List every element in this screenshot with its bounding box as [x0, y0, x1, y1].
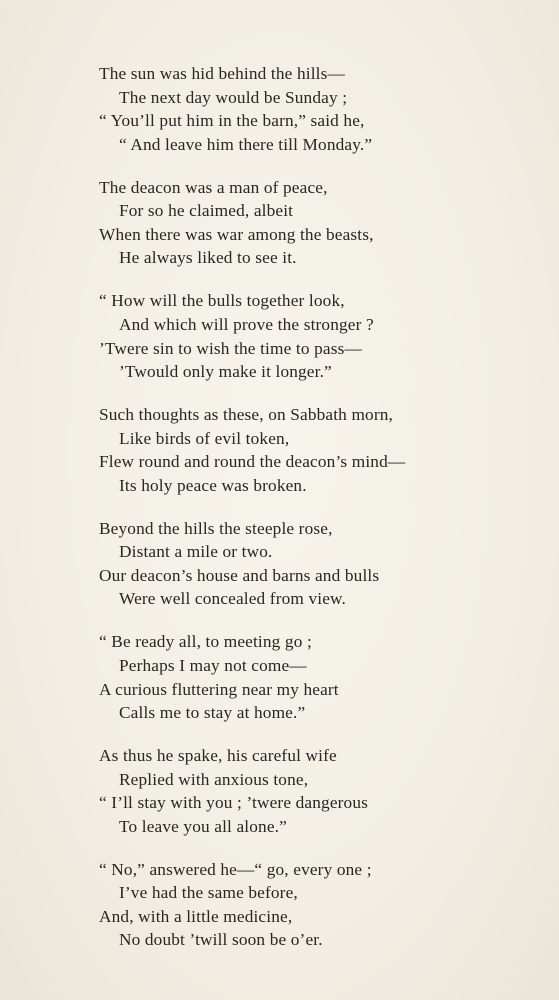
- stanza: [99, 176, 539, 270]
- poem-line: “ I’ll stay with you ; ’twere dangerous: [99, 793, 369, 813]
- poem-line: No doubt ’twill soon be o’er.: [119, 930, 323, 950]
- poem-line: Its holy peace was broken.: [119, 475, 307, 495]
- poem-line: Beyond the hills the steeple rose,: [99, 518, 333, 538]
- poem-line: Perhaps I may not come—: [119, 655, 307, 675]
- poem-line: The next day would be Sunday ;: [119, 87, 348, 107]
- poem-line: As thus he spake, his careful wife: [99, 746, 337, 766]
- poem-line: “ And leave him there till Monday.”: [119, 134, 373, 154]
- poem-line: Like birds of evil token,: [119, 428, 290, 448]
- poem-line: Flew round and round the deacon’s mind—: [99, 452, 406, 472]
- poem-line: And, with a little medicine,: [99, 906, 293, 926]
- poem-line: “ Be ready all, to meeting go ;: [99, 632, 312, 652]
- poem-line: To leave you all alone.”: [119, 816, 287, 836]
- stanza: [99, 744, 539, 838]
- poem-body: [99, 62, 539, 971]
- poem-line: Distant a mile or two.: [119, 542, 273, 562]
- poem-line: The deacon was a man of peace,: [99, 177, 328, 197]
- stanza: [99, 289, 539, 383]
- poem-line: Were well concealed from view.: [119, 589, 347, 609]
- stanza: [99, 62, 539, 156]
- poem-line: Replied with anxious tone,: [119, 769, 309, 789]
- poem-line: He always liked to see it.: [119, 248, 297, 268]
- poem-line: When there was war among the beasts,: [99, 224, 374, 244]
- poem-line: ’Twere sin to wish the time to pass—: [99, 338, 362, 358]
- poem-line: The sun was hid behind the hills—: [99, 64, 345, 83]
- poem-line: “ You’ll put him in the barn,” said he,: [99, 111, 365, 131]
- poem-line: Calls me to stay at home.”: [119, 703, 306, 723]
- poem-line: ’Twould only make it longer.”: [119, 362, 332, 382]
- poem-line: And which will prove the stronger ?: [119, 314, 374, 334]
- poem-line: Our deacon’s house and barns and bulls: [99, 565, 380, 585]
- poem-line: A curious fluttering near my heart: [99, 679, 339, 699]
- poem-line: Such thoughts as these, on Sabbath morn,: [99, 405, 393, 425]
- stanza: [99, 403, 539, 497]
- poem-line: “ How will the bulls together look,: [99, 291, 345, 311]
- poem-line: “ No,” answered he—“ go, every one ;: [99, 859, 372, 879]
- stanza: [99, 858, 539, 952]
- stanza: [99, 517, 539, 611]
- poem-line: For so he claimed, albeit: [119, 201, 294, 221]
- poem-line: I’ve had the same before,: [119, 883, 298, 903]
- stanza: [99, 630, 539, 724]
